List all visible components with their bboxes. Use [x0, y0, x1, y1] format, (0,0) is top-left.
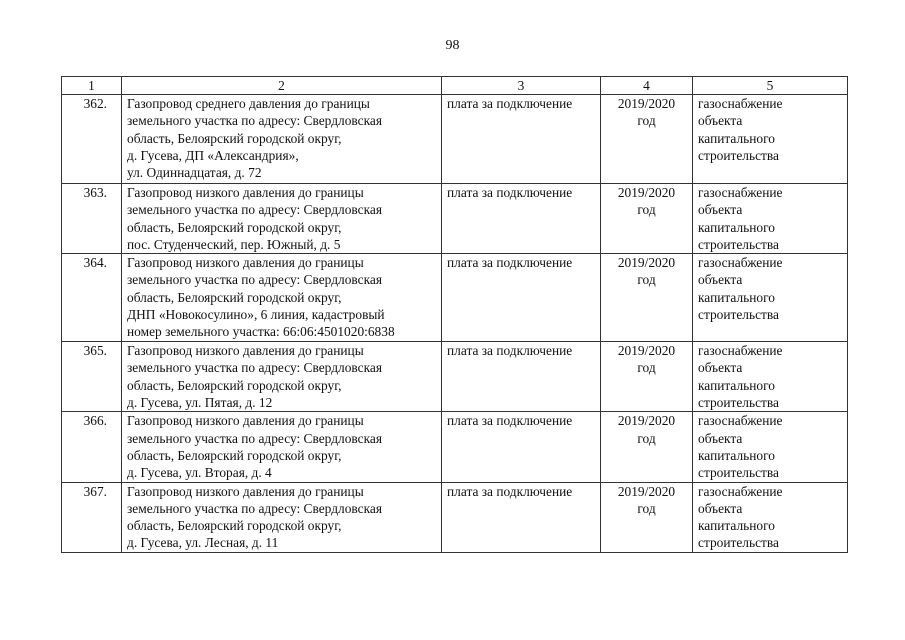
period [601, 412, 693, 482]
column-header-3: 3 [442, 77, 601, 95]
purpose-line: капитального [698, 447, 775, 463]
purpose-line: газоснабжение [698, 413, 783, 429]
table-row [62, 95, 848, 184]
period-line: 2019/2020 [617, 483, 676, 499]
object-description [122, 95, 442, 184]
purpose-line: строительства [698, 395, 779, 411]
object-description [122, 254, 442, 342]
column-header-5: 5 [693, 77, 848, 95]
payment-type: плата за подключение [442, 95, 601, 184]
purpose-line: объекта [698, 202, 743, 218]
object-line: пос. Студенческий, пер. Южный, д. 5 [127, 236, 341, 252]
purpose-line: строительства [698, 236, 779, 252]
object-description [122, 342, 442, 412]
object-line: Газопровод низкого давления до границы [127, 343, 364, 359]
period [601, 254, 693, 342]
purpose-line: капитального [698, 219, 775, 235]
row-number: 364. [62, 254, 122, 342]
purpose-line: газоснабжение [698, 343, 783, 359]
purpose-line: строительства [698, 465, 779, 481]
purpose-line: объекта [698, 360, 743, 376]
purpose-line: объекта [698, 500, 743, 516]
purpose-line: газоснабжение [698, 96, 783, 111]
table-row [62, 412, 848, 482]
object-description [122, 412, 442, 482]
purpose-line: объекта [698, 113, 743, 129]
period-line: 2019/2020 [617, 343, 676, 359]
purpose [693, 95, 848, 184]
purpose-line: газоснабжение [698, 185, 783, 200]
object-line: ДНП «Новокосулино», 6 линия, кадастровый [127, 307, 385, 323]
period-line: 2019/2020 [617, 185, 676, 200]
period [601, 482, 693, 552]
table-row [62, 184, 848, 254]
row-number: 367. [62, 482, 122, 552]
purpose-line: строительства [698, 147, 779, 163]
period-line: год [637, 430, 656, 446]
period-line: год [637, 202, 656, 218]
purpose [693, 184, 848, 254]
purpose-line: газоснабжение [698, 255, 783, 271]
object-line: д. Гусева, ул. Вторая, д. 4 [127, 465, 272, 481]
table-header-row [62, 77, 848, 95]
row-number: 366. [62, 412, 122, 482]
row-number: 363. [62, 184, 122, 254]
purpose [693, 342, 848, 412]
period-line: год [637, 360, 656, 376]
payment-type: плата за подключение [442, 342, 601, 412]
period [601, 95, 693, 184]
table-row [62, 482, 848, 552]
purpose-line: капитального [698, 289, 775, 305]
period [601, 342, 693, 412]
purpose-line: объекта [698, 272, 743, 288]
purpose-line: строительства [698, 307, 779, 323]
column-header-1: 1 [62, 77, 122, 95]
object-line: земельного участка по адресу: Свердловская [127, 272, 382, 288]
object-line: д. Гусева, ул. Лесная, д. 11 [127, 535, 279, 551]
payment-type: плата за подключение [442, 412, 601, 482]
object-line: область, Белоярский городской округ, [127, 518, 342, 534]
object-line: Газопровод среднего давления до границы [127, 96, 370, 111]
object-line: д. Гусева, ул. Пятая, д. 12 [127, 395, 273, 411]
object-line: земельного участка по адресу: Свердловская [127, 113, 382, 129]
payment-type: плата за подключение [442, 254, 601, 342]
purpose-line: капитального [698, 377, 775, 393]
period-line: 2019/2020 [617, 255, 676, 271]
object-line: ул. Одиннадцатая, д. 72 [127, 165, 262, 181]
period-line: год [637, 500, 656, 516]
page-number: 98 [445, 38, 460, 53]
payment-type: плата за подключение [442, 482, 601, 552]
column-header-2: 2 [122, 77, 442, 95]
period-line: 2019/2020 [617, 96, 676, 111]
period-line: год [637, 272, 656, 288]
object-line: земельного участка по адресу: Свердловская [127, 500, 382, 516]
purpose [693, 412, 848, 482]
object-line: область, Белоярский городской округ, [127, 377, 342, 393]
gas-connection-table [61, 76, 848, 553]
period-line: год [637, 113, 656, 129]
period [601, 184, 693, 254]
object-line: земельного участка по адресу: Свердловская [127, 430, 382, 446]
purpose-line: капитального [698, 130, 775, 146]
object-line: земельного участка по адресу: Свердловская [127, 360, 382, 376]
object-line: Газопровод низкого давления до границы [127, 413, 364, 429]
object-line: область, Белоярский городской округ, [127, 130, 342, 146]
purpose-line: капитального [698, 518, 775, 534]
purpose [693, 482, 848, 552]
row-number: 362. [62, 95, 122, 184]
object-line: область, Белоярский городской округ, [127, 289, 342, 305]
object-line: область, Белоярский городской округ, [127, 219, 342, 235]
row-number: 365. [62, 342, 122, 412]
object-line: Газопровод низкого давления до границы [127, 483, 364, 499]
object-line: Газопровод низкого давления до границы [127, 255, 364, 271]
object-line: д. Гусева, ДП «Александрия», [127, 147, 299, 163]
object-line: область, Белоярский городской округ, [127, 447, 342, 463]
table-row [62, 254, 848, 342]
purpose-line: строительства [698, 535, 779, 551]
purpose [693, 254, 848, 342]
object-description [122, 482, 442, 552]
purpose-line: объекта [698, 430, 743, 446]
object-description [122, 184, 442, 254]
purpose-line: газоснабжение [698, 483, 783, 499]
object-line: земельного участка по адресу: Свердловская [127, 202, 382, 218]
payment-type: плата за подключение [442, 184, 601, 254]
object-line: Газопровод низкого давления до границы [127, 185, 364, 200]
period-line: 2019/2020 [617, 413, 676, 429]
column-header-4: 4 [601, 77, 693, 95]
object-line: номер земельного участка: 66:06:4501020:6838 [127, 324, 395, 340]
table-row [62, 342, 848, 412]
